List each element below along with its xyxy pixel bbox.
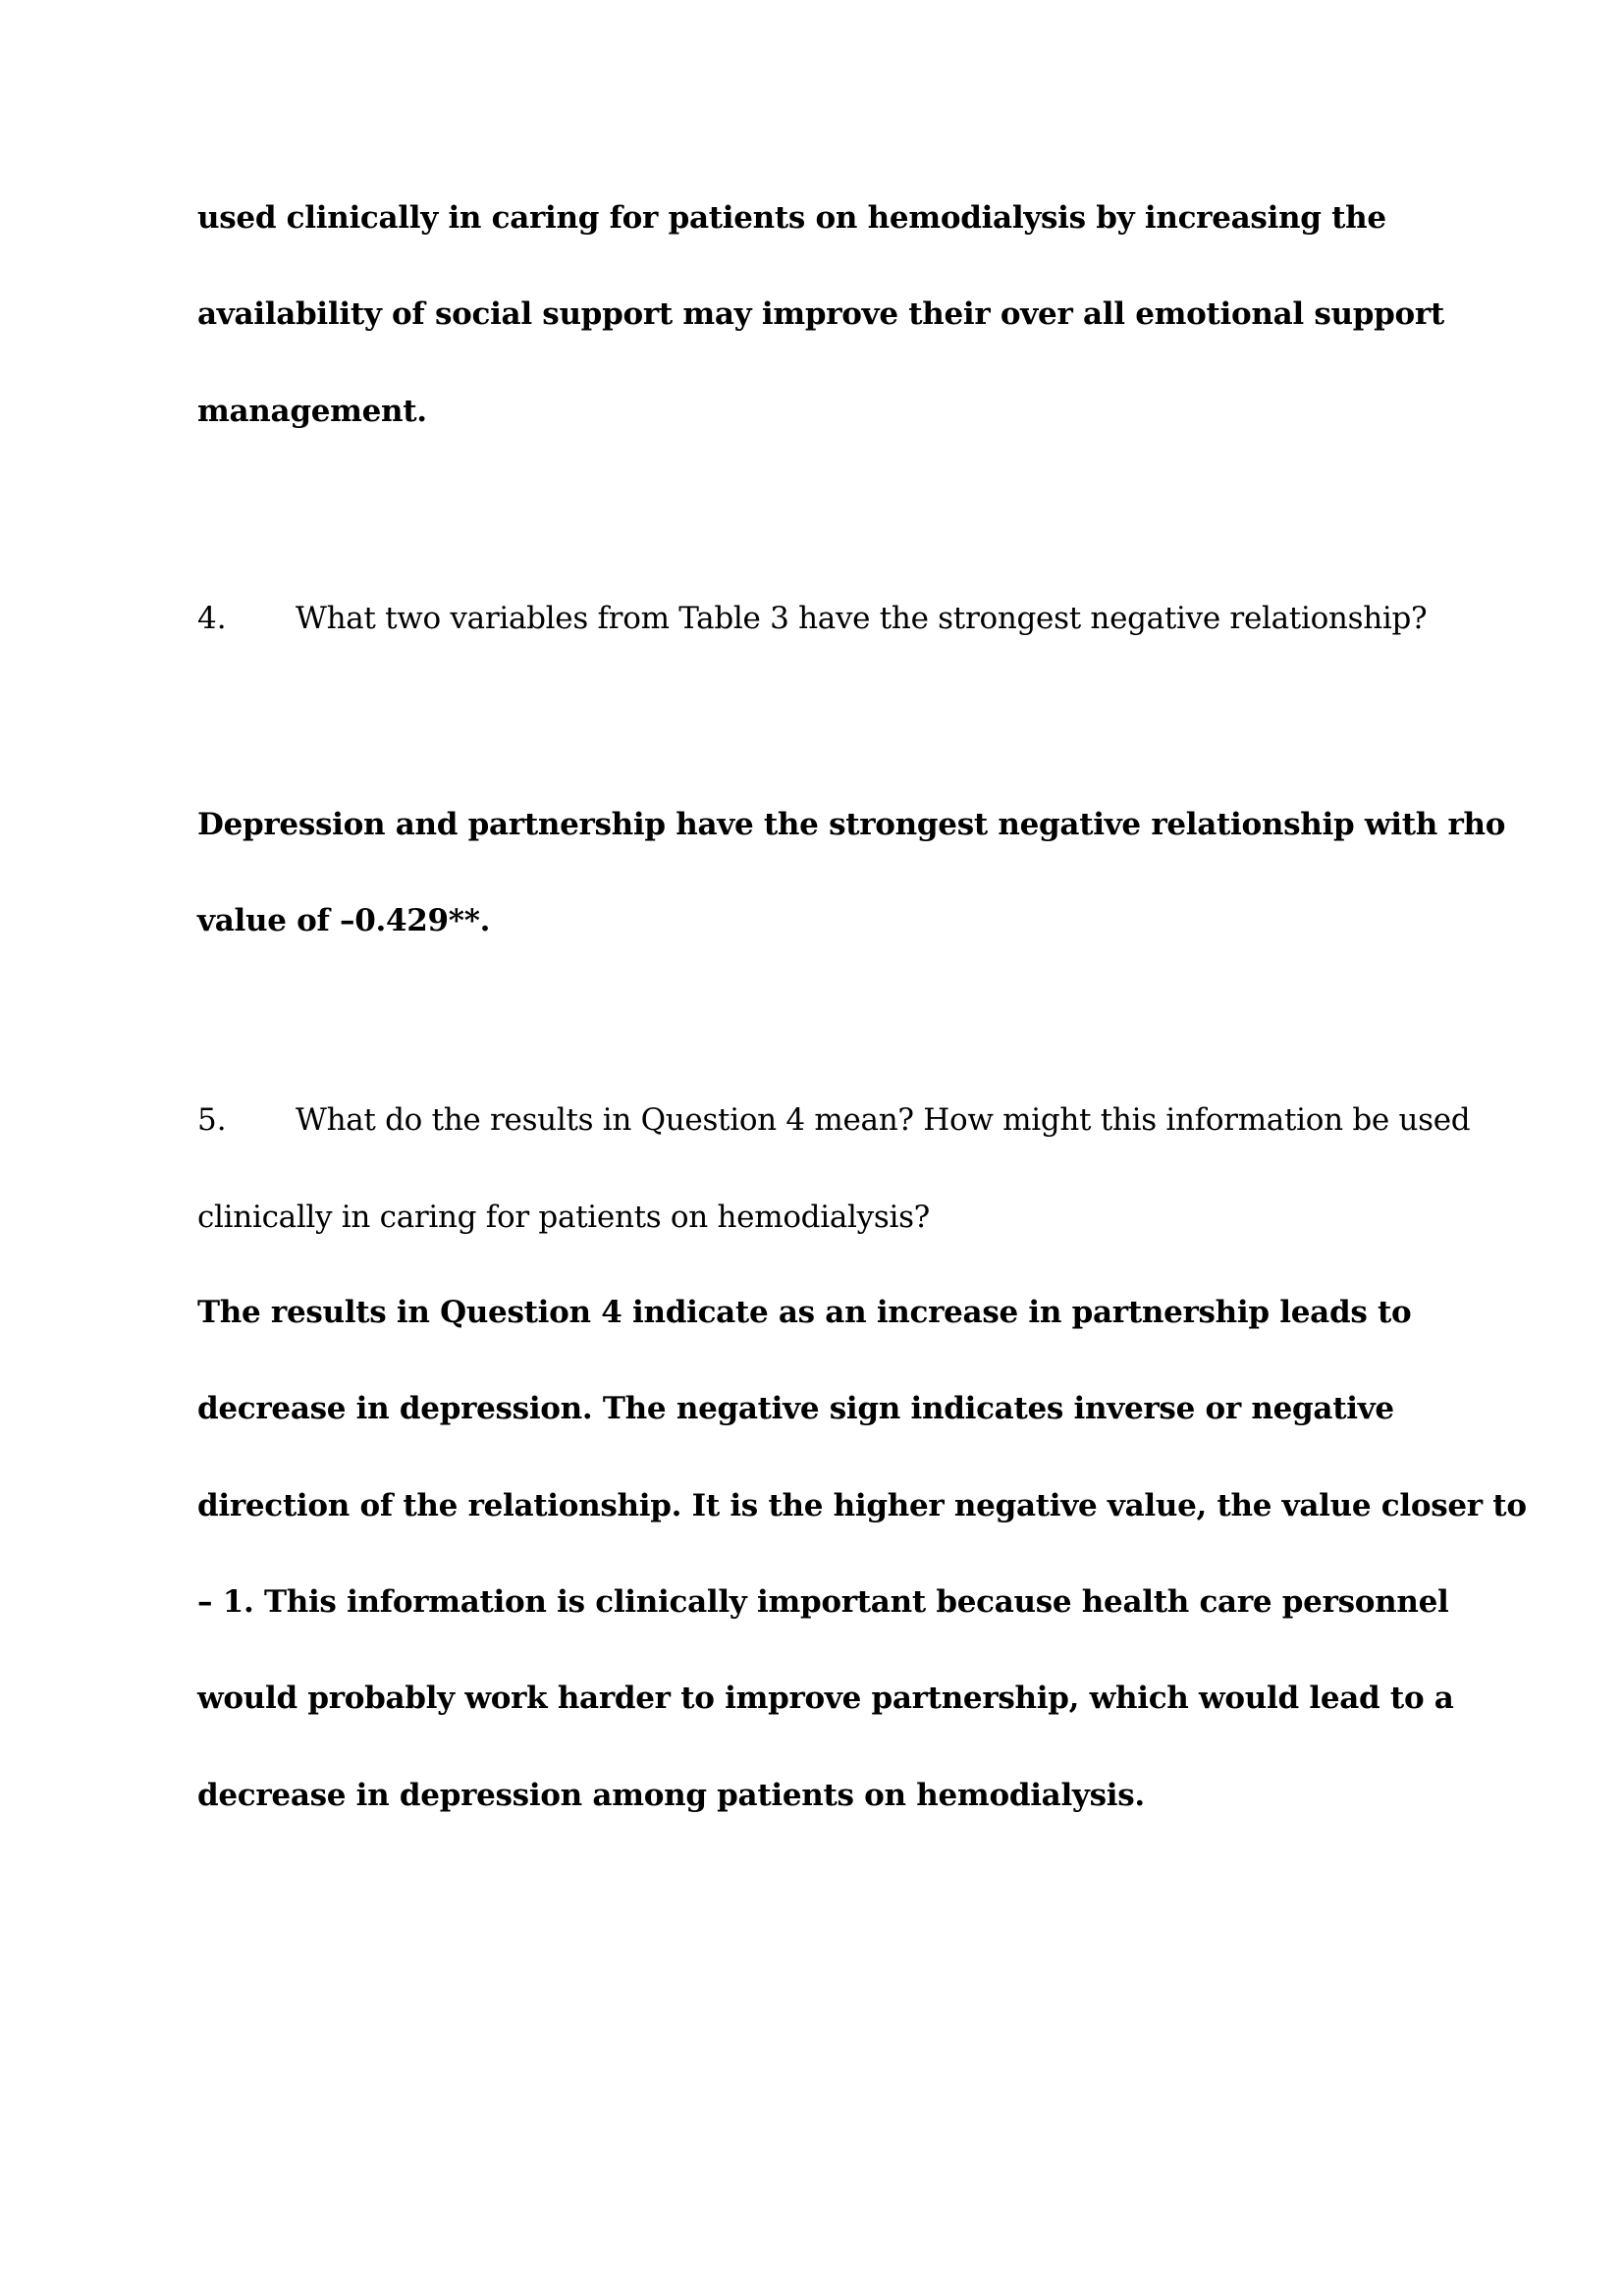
question-4-number: 4. (197, 601, 227, 636)
answer-3-line-1: used clinically in caring for patients on hemodialysis by increasing the (197, 200, 1386, 236)
answer-5-line-1: The results in Question 4 indicate as an increase in partnership leads to (197, 1295, 1412, 1330)
answer-5-line-5: would probably work harder to improve partnership, which would lead to a (197, 1681, 1454, 1716)
question-5-text-line-2: clinically in caring for patients on hemodialysis? (197, 1200, 930, 1235)
question-4-text: What two variables from Table 3 have the strongest negative relationship? (296, 601, 1428, 636)
answer-5-line-4: – 1. This information is clinically important because health care personnel (197, 1584, 1449, 1620)
answer-5-line-3: direction of the relationship. It is the higher negative value, the value closer to (197, 1488, 1527, 1523)
answer-3-line-2: availability of social support may improve their over all emotional support (197, 296, 1444, 332)
question-5-number: 5. (197, 1102, 227, 1138)
answer-4-line-2: value of –0.429**. (197, 903, 491, 938)
answer-4-line-1: Depression and partnership have the strongest negative relationship with rho (197, 807, 1506, 842)
answer-5-line-6: decrease in depression among patients on hemodialysis. (197, 1778, 1145, 1813)
question-5-text-line-1: What do the results in Question 4 mean? How might this information be used (296, 1102, 1471, 1138)
answer-3-line-3: management. (197, 394, 427, 429)
answer-5-line-2: decrease in depression. The negative sign indicates inverse or negative (197, 1391, 1394, 1426)
